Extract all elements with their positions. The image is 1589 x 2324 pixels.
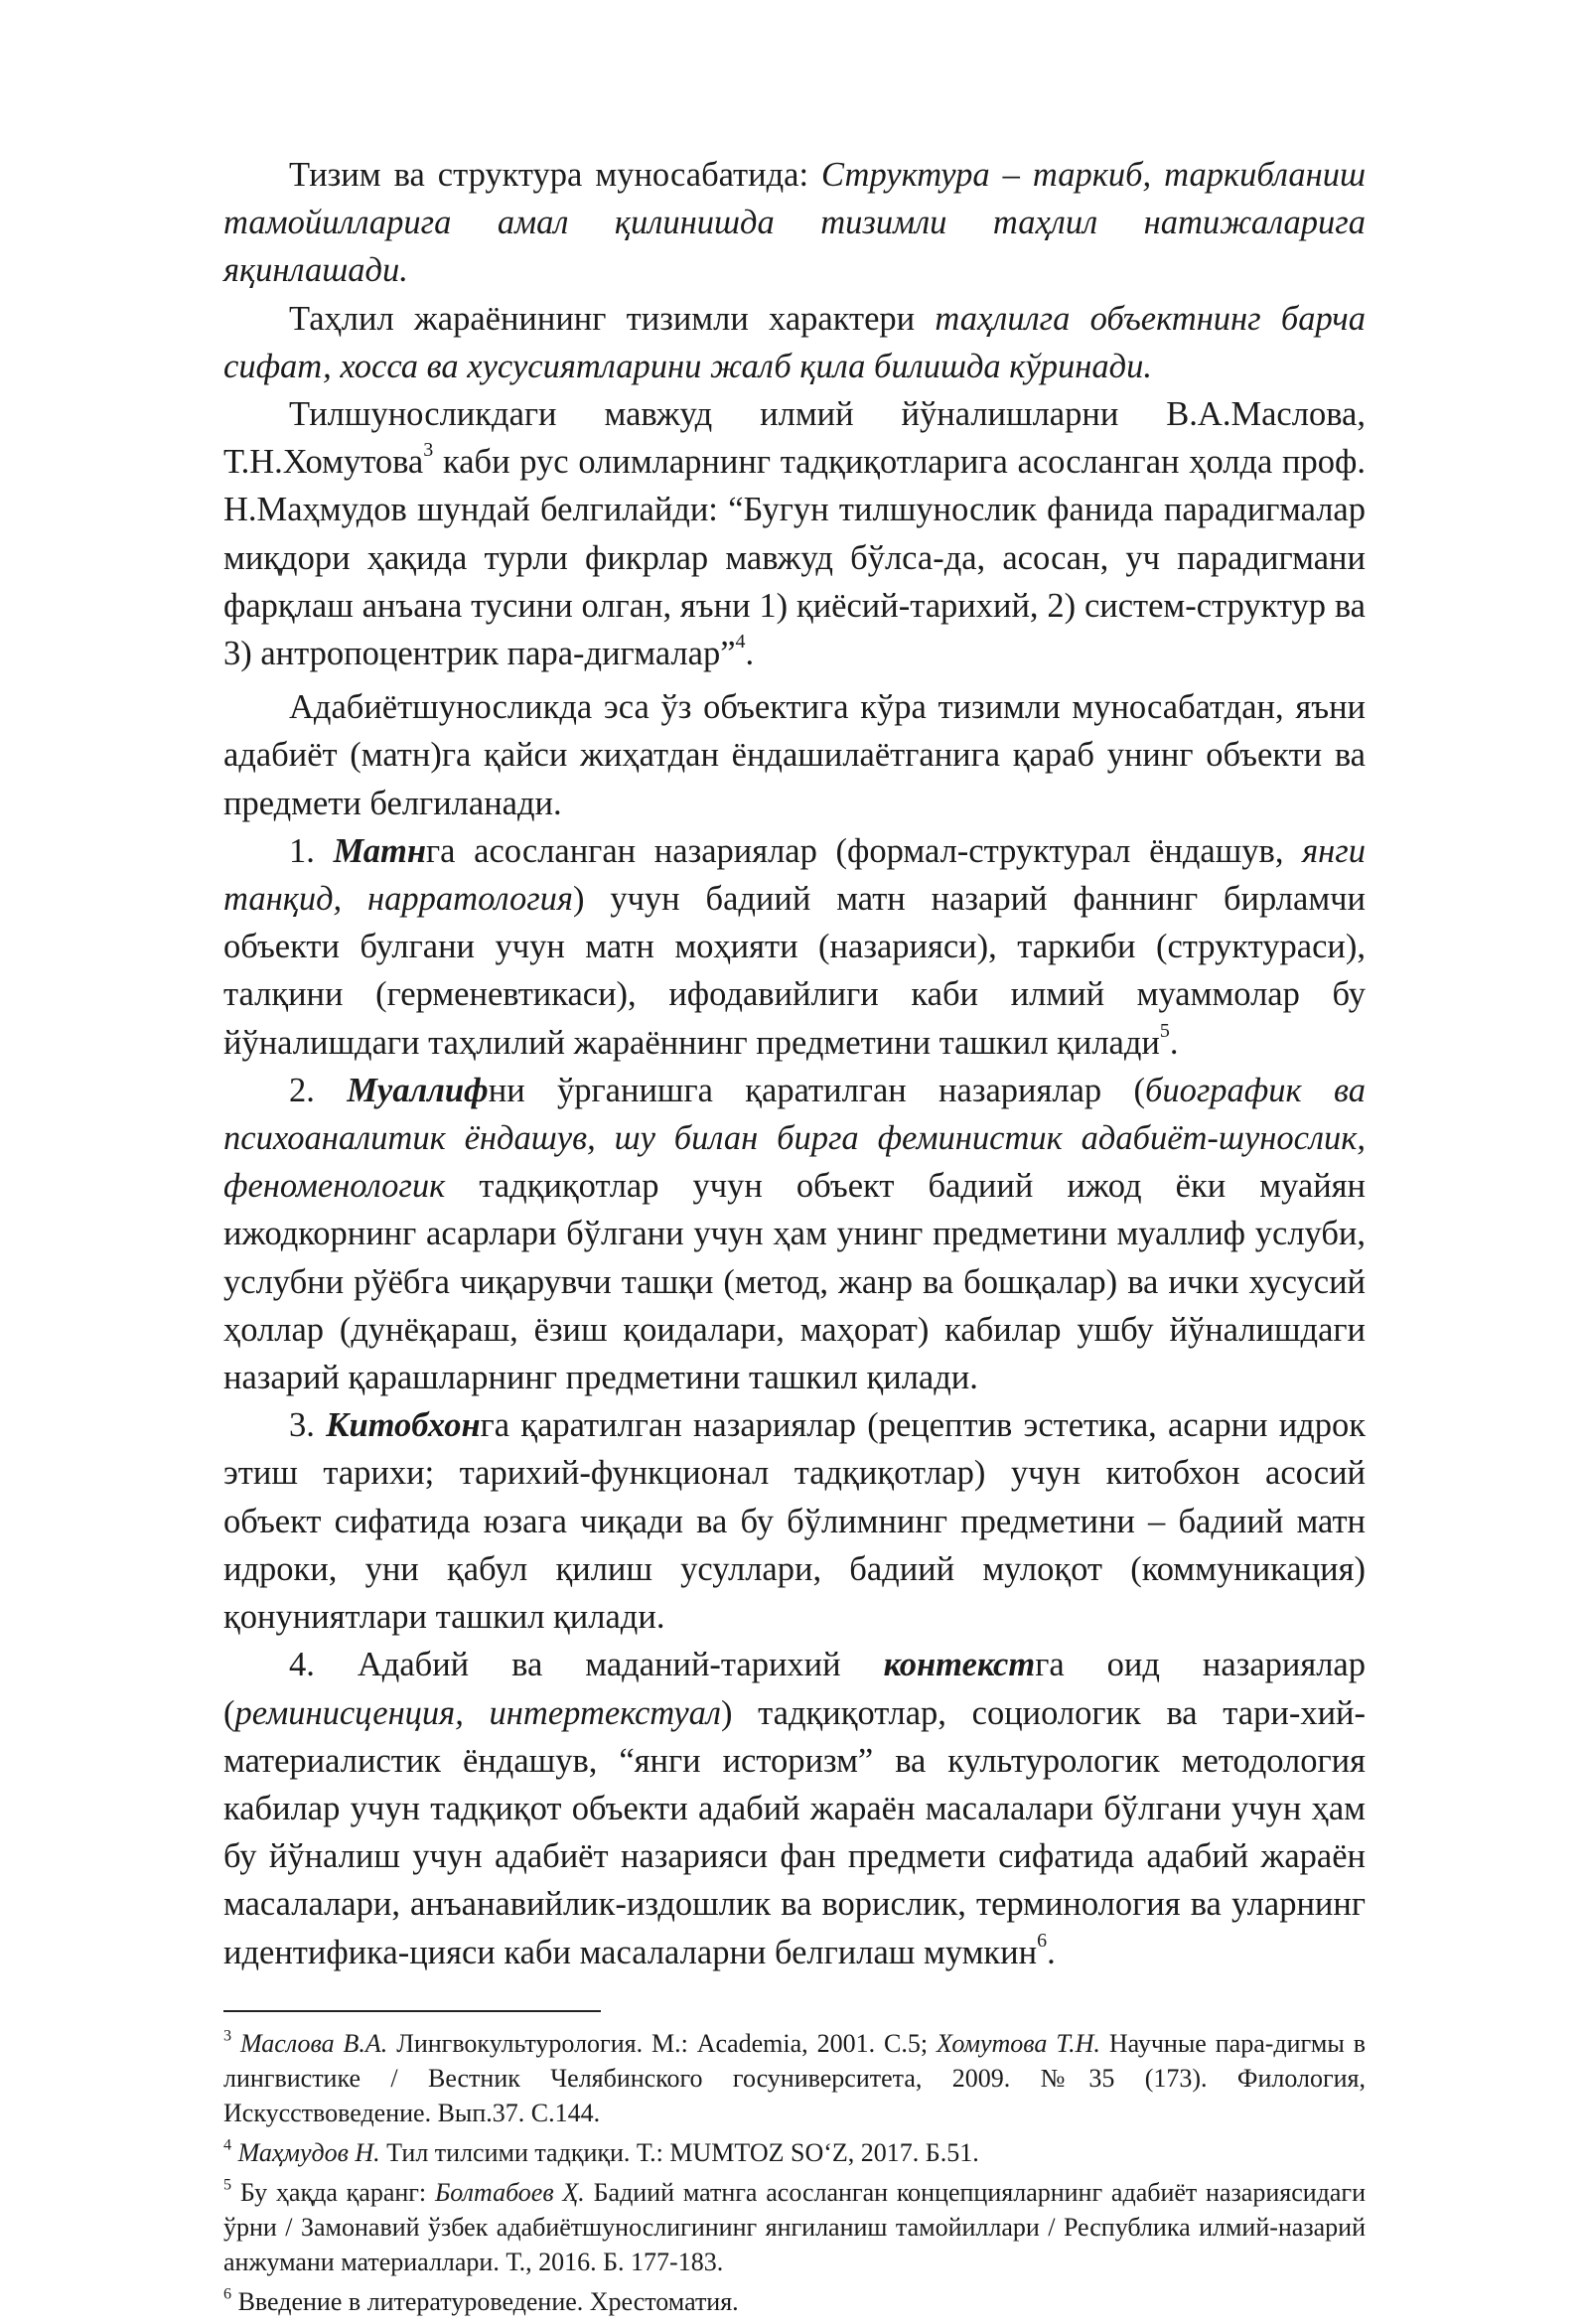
italic-text: янги танқид, нарратология: [223, 831, 1367, 919]
list-item-text-theories: [223, 827, 1366, 1067]
italic-text: Маҳмудов Н.: [237, 2137, 380, 2167]
italic-text: Структура – таркиб, таркибланиш тамойилларига амал қилинишда тизимли таҳлил натижаларига яқинлашади.: [223, 156, 1366, 290]
text-run: Адабиётшуносликда эса ўз объектига кўра тизимли муносабатдан, яъни адабиёт (матн)га қайси жиҳатдан ёндашилаётганига қараб унинг объекти ва предмети белгиланади.: [223, 688, 1366, 822]
document-page: [223, 151, 1366, 2324]
list-item-author-theories: [223, 1067, 1366, 1401]
text-run: каби рус олимларнинг тадқиқотларига асосланган ҳолда проф. Н.Маҳмудов шундай белгилайди: “Бугун тилшунослик фанида парадигмалар миқдори ҳақида турли фикрлар мавжуд бўлса-да, асосан, уч парадигмани фарқлаш анъана тусини олган, яъни 1) қиёсий-тарихий, 2) систем-структур ва 3) антропоцентрик пара-дигмалар”: [223, 443, 1366, 673]
emphasis-term: Матн: [333, 831, 426, 870]
text-run: .: [745, 635, 755, 673]
body-text: [223, 151, 1366, 1976]
footnote-ref: 6: [1037, 1929, 1048, 1952]
text-run: ) учун бадиий матн назарий фаннинг бирламчи объекти булгани учун матн моҳияти (назарияси), таркиби (структураси), талқини (герменевтикаси), ифодавийлиги каби илмий муаммолар бу йўналишдаги таҳлилий жараённинг предметини ташкил қилади: [223, 880, 1366, 1062]
text-run: Тил тилсими тадқиқи. Т.: MUMTOZ SO‘Z, 2017. Б.51.: [379, 2137, 979, 2167]
text-run: Введение в литературоведение. Хрестоматия.: [231, 2286, 739, 2316]
italic-text: Хомутова Т.Н.: [937, 2028, 1100, 2058]
italic-text: биографик ва психоаналитик ёндашув, шу билан бирга феминистик адабиёт-шунослик, феноменологик: [223, 1071, 1366, 1206]
text-run: тадқиқотлар учун объект бадиий ижод ёки муайян ижодкорнинг асарлари бўлгани учун ҳам унинг предметини муаллиф услуби, услубни рўёбга чиқарувчи ташқи (метод, жанр ва бошқалар) ва ички хусусий ҳоллар (дунёқараш, ёзиш қоидалари, маҳорат) кабилар ушбу йўналишдаги назарий қарашларнинг предметини ташкил қилади.: [223, 1167, 1366, 1397]
italic-text: Маслова В.А.: [240, 2028, 388, 2058]
italic-text: реминисценция, интертекстуал: [234, 1693, 721, 1732]
footnote-ref: 3: [223, 2027, 232, 2045]
footnote-5: [223, 2175, 1366, 2279]
text-run: Таҳлил жараёнининг тизимли характери: [289, 299, 936, 338]
text-run: Бадиий матнга асосланган концепцияларнинг адабиёт назариясидаги ўрни / Замонавий ўзбек адабиётшунослигининг янгиланиш тамойиллари / Республика илмий-назарий анжумани материаллари. Т., 2016. Б. 177-183.: [223, 2177, 1366, 2276]
footnote-ref: 4: [223, 2136, 232, 2154]
emphasis-term: контекст: [883, 1646, 1036, 1684]
text-run: га асосланган назариялар (формал-структурал ёндашув,: [426, 831, 1303, 870]
text-run: 3.: [289, 1406, 327, 1445]
footnote-6: [223, 2284, 1366, 2319]
text-run: Лингвокультурология. М.: Academia, 2001. С.5;: [387, 2028, 937, 2058]
italic-text: Болтабоев Ҳ.: [434, 2177, 585, 2207]
list-item-reader-theories: [223, 1401, 1366, 1641]
footnote-ref: 3: [423, 439, 434, 462]
text-run: Тизим ва структура муносабатида:: [289, 156, 822, 194]
text-run: Бу ҳақда қаранг:: [231, 2177, 435, 2207]
emphasis-term: Муаллиф: [347, 1071, 489, 1109]
text-run: ) тадқиқотлар, социологик ва тари-хий-материалистик ёндашув, “янги историзм” ва культурологик методология кабилар учун тадқиқот объекти адабий жараён масалалари бўлгани учун ҳам бу йўналиш учун адабиёт назарияси фан предмети сифатида адабий жараён масалалари, анъанавийлик-издошлик ва ворислик, терминология ва уларнинг идентифика-цияси каби масалаларни белгилаш мумкин: [223, 1693, 1366, 1971]
list-item-context-theories: [223, 1641, 1366, 1975]
text-run: Научные пара-дигмы в лингвистике / Вестник Челябинского госуниверситета, 2009. №35 (173). Филология, Искусствоведение. Вып.37. С.144.: [223, 2028, 1367, 2127]
footnote-ref: 5: [1159, 1019, 1170, 1042]
footnote-4: [223, 2135, 1366, 2170]
text-run: [231, 2029, 240, 2058]
footnote-separator: [223, 2010, 601, 2012]
footnote-ref: 6: [223, 2285, 232, 2303]
footnotes: [223, 2026, 1366, 2319]
footnote-3: [223, 2026, 1366, 2130]
text-run: 4. Адабий ва маданий-тарихий: [289, 1646, 884, 1684]
paragraph-system-structure: [223, 151, 1366, 295]
text-run: га қаратилган назариялар (рецептив эстетика, асарни идрок этиш тарихи; тарихий-функционал тадқиқотлар) учун китобхон асосий объект сифатида юзага чиқади ва бу бўлимнинг предметини – бадиий матн идроки, уни қабул қилиш усуллари, бадиий мулоқот (коммуникация) қонуниятлари ташкил қилади.: [223, 1406, 1366, 1637]
text-run: 1.: [289, 831, 334, 870]
footnote-ref: 4: [735, 631, 746, 654]
footnote-ref: 5: [223, 2176, 232, 2194]
italic-text: таҳлилга объектнинг барча сифат, хосса ва хусусиятларини жалб қила билишда кўринади.: [223, 299, 1366, 385]
paragraph-linguistic-paradigms: [223, 390, 1366, 677]
paragraph-analysis-character: [223, 295, 1366, 390]
text-run: Тилшуносликдаги мавжуд илмий йўналишларни В.А.Маслова, Т.Н.Хомутова: [223, 395, 1366, 482]
text-run: ни ўрганишга қаратилган назариялар (: [488, 1071, 1145, 1109]
text-run: .: [1047, 1933, 1056, 1971]
emphasis-term: Китобхон: [326, 1406, 481, 1445]
text-run: 2.: [289, 1071, 348, 1109]
text-run: га оид назариялар (: [223, 1646, 1366, 1732]
paragraph-literary-object: [223, 683, 1366, 827]
text-run: .: [1169, 1023, 1179, 1062]
